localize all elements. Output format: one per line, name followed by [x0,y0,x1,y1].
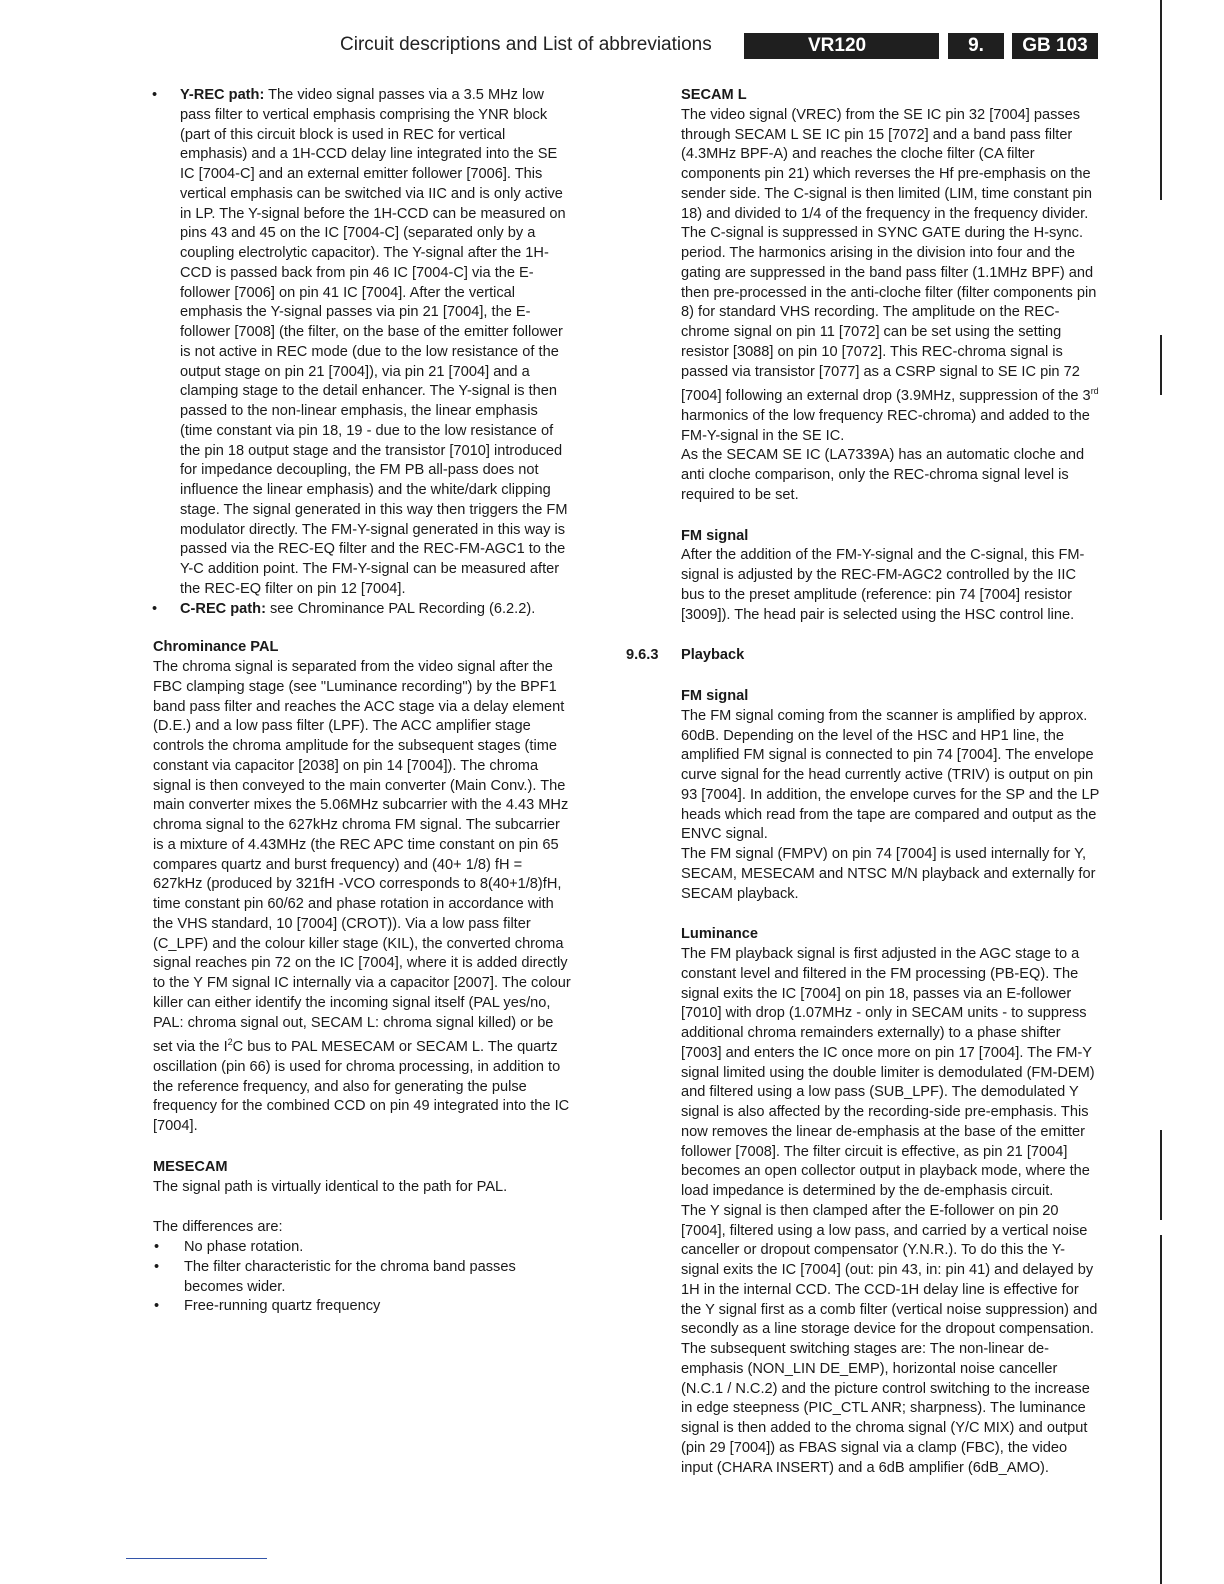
bullet-icon: • [154,1239,160,1256]
page-edge-rule [1160,1130,1162,1220]
fm-heading-playback: FM signal [681,688,749,705]
section-title: Playback [681,647,745,664]
yrec-text: The video signal passes via a 3.5 MHz low pass filter to vertical emphasis comprising the YNR block (part of this circuit block is used in REC for vertical emphasis) and a 1H-CCD delay line integrated into the SE IC [7004-C] and an external emitter follower [7006]. This vertical emphasis can be switched via IIC and is only active in LP. The Y-signal before the 1H-CCD can be measured on pins 43 and 45 on the IC [7004-C] (separated only by a coupling electrolytic capacitor). The Y-signal after the 1H-CCD is passed back from pin 46 IC [7004-C] via the E-follower [7006] on pin 41 IC [7004]. After the vertical emphasis the Y-signal passes via pin 21 [7004], the E-follower [7008] (the filter, on the base of the emitter follower is not active in REC mode (due to the low resistance of the output stage on pin 21 [7004]), via pin 21 [7004] and a clamping stage to the detail enhancer. The Y-signal is then passed to the non-linear emphasis, the linear emphasis (time constant via pin 18, 19 - due to the low resistance of the pin 18 output stage and the transistor [7010] introduced for impedance decoupling, the FM PB all-pass does not influence the linear emphasis) and the white/dark clipping stage. The signal generated in this way then triggers the FM modulator directly. The FM-Y-signal generated in this way is passed via the REC-EQ filter and the REC-FM-AGC1 to the Y-C addition point. The FM-Y-signal can be measured after the REC-EQ filter on pin 12 [7004]. [180,87,568,597]
page-edge-rule [1160,0,1162,200]
section-number: 9.6.3 [626,647,659,664]
right-column [626,86,1101,1478]
chroma-sup: 2 [227,1037,233,1048]
chroma-heading: Chrominance PAL [153,639,279,656]
secam-text-2: harmonics of the low frequency REC-chroma) and added to the FM-Y-signal in the SE IC. [681,407,1090,444]
page-edge-rule [1160,335,1162,395]
chapter-number: 9. [948,33,1004,59]
secam-text-3: As the SECAM SE IC (LA7339A) has an automatic cloche and anti cloche comparison, only the REC-chroma signal level is required to be set. [681,447,1085,503]
bullet-icon: • [154,1258,160,1275]
fm-text-record: After the addition of the FM-Y-signal and the C-signal, this FM-signal is adjusted by the REC-FM-AGC2 controlled by the IIC bus to the preset amplitude (reference: pin 74 [7004] resistor [3009]). The head pair is selected using the HSC control line. [681,547,1085,623]
left-column [153,86,573,1317]
chroma-text-1: The chroma signal is separated from the video signal after the FBC clamping stage (see "Luminance recording") by the BPF1 band pass filter and reaches the ACC stage via a delay element (D.E.) and a low pass filter (LPF). The ACC amplifier stage controls the chroma amplitude for the subsequent stages (time constant via capacitor [2038] on pin 14 [7004]). The chroma signal is then conveyed to the main converter (Main Conv.). The main converter mixes the 5.06MHz subcarrier with the 4.43 MHz chroma signal to the 627kHz chroma FM signal. The subcarrier is a mixture of 4.43MHz (the REC APC time constant on pin 65 compares quartz and burst frequency) and (40+ 1/8) fH = 627kHz (produced by 321fH -VCO corresponds to 8(40+1/8)fH, time constant pin 60/62 and phase rotation in accordance with the VHS standard, 10 [7004] (CROT)). Via a low pass filter (C_LPF) and the colour killer stage (KIL), the converted chroma signal reaches pin 72 on the IC [7004], where it is added directly to the Y FM signal IC internally via a capacitor [2007]. The colour killer can either identify the incoming signal itself (PAL yes/no, PAL: chroma signal out, SECAM L: chroma signal killed) or be set via the I [153,659,571,1056]
luminance-text-2: The Y signal is then clamped after the E-follower on pin 20 [7004], filtered using a low pass, and carried by a vertical noise canceller or dropout compensator (Y.N.R.). To do this the Y-signal exits the IC [7004] (out: pin 43, in: pin 41) and delayed by 1H in the internal CCD. The CCD-1H delay line is effective for the Y signal first as a comb filter (vertical noise suppression) and secondly as a line storage device for the dropout compensation. The subsequent switching stages are: The non-linear de-emphasis (NON_LIN DE_EMP), horizontal noise canceller (N.C.1 / N.C.2) and the picture control switching to the increase in edge steepness (PIC_CTL ANR; sharpness). The luminance signal is then added to the chroma signal (Y/C MIX) and output (pin 29 [7004]) as FBAS signal via a clamp (FBC), the video input (CHARA INSERT) and a 6dB amplifier (6dB_AMO). [681,1202,1098,1476]
mesecam-text: The signal path is virtually identical to the path for PAL. [153,1178,508,1195]
chroma-text-2: C bus to PAL MESECAM or SECAM L. The quartz oscillation (pin 66) is used for chroma processing, in addition to the reference frequency, and also for generating the pulse frequency for the combined CCD on pin 49 integrated into the IC [7004]. [153,1039,570,1135]
difference-item: No phase rotation. [184,1239,304,1256]
mesecam-heading: MESECAM [153,1158,228,1175]
fm-text-playback-1: The FM signal coming from the scanner is amplified by approx. 60dB. Depending on the level of the HSC and HP1 line, the amplified FM signal is connected to pin 74 [7004]. The envelope curve signal for the head currently active (TRIV) is output on pin 93 [7004]. In addition, the envelope curves for the SP and the LP heads which read from the tape are compared and output as the ENVC signal. [681,707,1100,843]
luminance-heading: Luminance [681,926,759,943]
list-item [153,1258,573,1298]
fm-heading-record: FM signal [681,527,749,544]
secam-sup: rd [1090,386,1099,397]
chroma-paragraph [153,658,573,1137]
difference-item: Free-running quartz frequency [184,1298,381,1315]
bullet-icon: • [154,1298,160,1315]
list-item [153,600,573,620]
differences-intro: The differences are: [153,1219,283,1236]
section-heading [626,646,1101,666]
bullet-icon: • [152,87,158,103]
fm-text-playback-2: The FM signal (FMPV) on pin 74 [7004] is used internally for Y, SECAM, MESECAM and NTSC M/N playback and externally for SECAM playback. [681,846,1096,902]
list-item [153,1238,573,1258]
secam-heading: SECAM L [681,87,747,103]
list-item [153,86,573,600]
secam-paragraph [681,106,1101,447]
luminance-text-1: The FM playback signal is first adjusted in the AGC stage to a constant level and filtered in the FM processing (PB-EQ). The signal exits the IC [7004] on pin 18, passes via an E-follower [7010] with drop (1.07MHz - only in SECAM units - to suppress additional chroma remainders externally) to a phase shifter [7003] and enters the IC once more on pin 17 [7004]. The FM-Y signal limited using the double limiter is demodulated (FM-DEM) and filtered using a low pass (SUB_LPF). The demodulated Y signal is also affected by the recording-side pre-emphasis. This now removes the linear de-emphasis at the base of the emitter follower [7008]. The filter circuit is effective, as pin 21 [7004] becomes an open collector output in playback mode, where the load impedance is determined by the de-emphasis circuit. [681,946,1095,1200]
page-edge-rule [1160,1235,1162,1584]
list-item [153,1297,573,1317]
crec-text: see Chrominance PAL Recording (6.2.2). [270,600,536,617]
model-label: VR120 [808,35,867,56]
header-title: Circuit descriptions and List of abbreviations [340,34,712,55]
footnote-rule [126,1558,267,1559]
bullet-icon: • [152,600,158,617]
page-number: GB 103 [1012,33,1098,59]
yrec-label: Y-REC path: [180,87,265,103]
secam-text-1: The video signal (VREC) from the SE IC pin 32 [7004] passes through SECAM L SE IC pin 15 [7072] and a band pass filter (4.3MHz BPF-A) and reaches the cloche filter (CA filter components pin 21) which reverses the Hf pre-emphasis on the sender side. The C-signal is then limited (LIM, time constant pin 18) and divided to 1/4 of the frequency in the frequency divider. The C-signal is suppressed in SYNC GATE during the H-sync. period. The harmonics arising in the division into four and the gating are suppressed in the band pass filter (1.1MHz BPF) and then pre-processed in the anti-cloche filter (filter components pin 8) for standard VHS recording. The amplitude on the REC-chrome signal on pin 11 [7072] can be set using the setting resistor [3088] on pin 10 [7072]. This REC-chroma signal is passed via transistor [7077] as a CSRP signal to SE IC pin 72 [7004] following an external drop (3.9MHz, suppression of the 3 [681,106,1097,405]
difference-item: The filter characteristic for the chroma band passes becomes wider. [184,1258,516,1295]
crec-label: C-REC path: [180,600,266,617]
page-header [0,33,1224,61]
